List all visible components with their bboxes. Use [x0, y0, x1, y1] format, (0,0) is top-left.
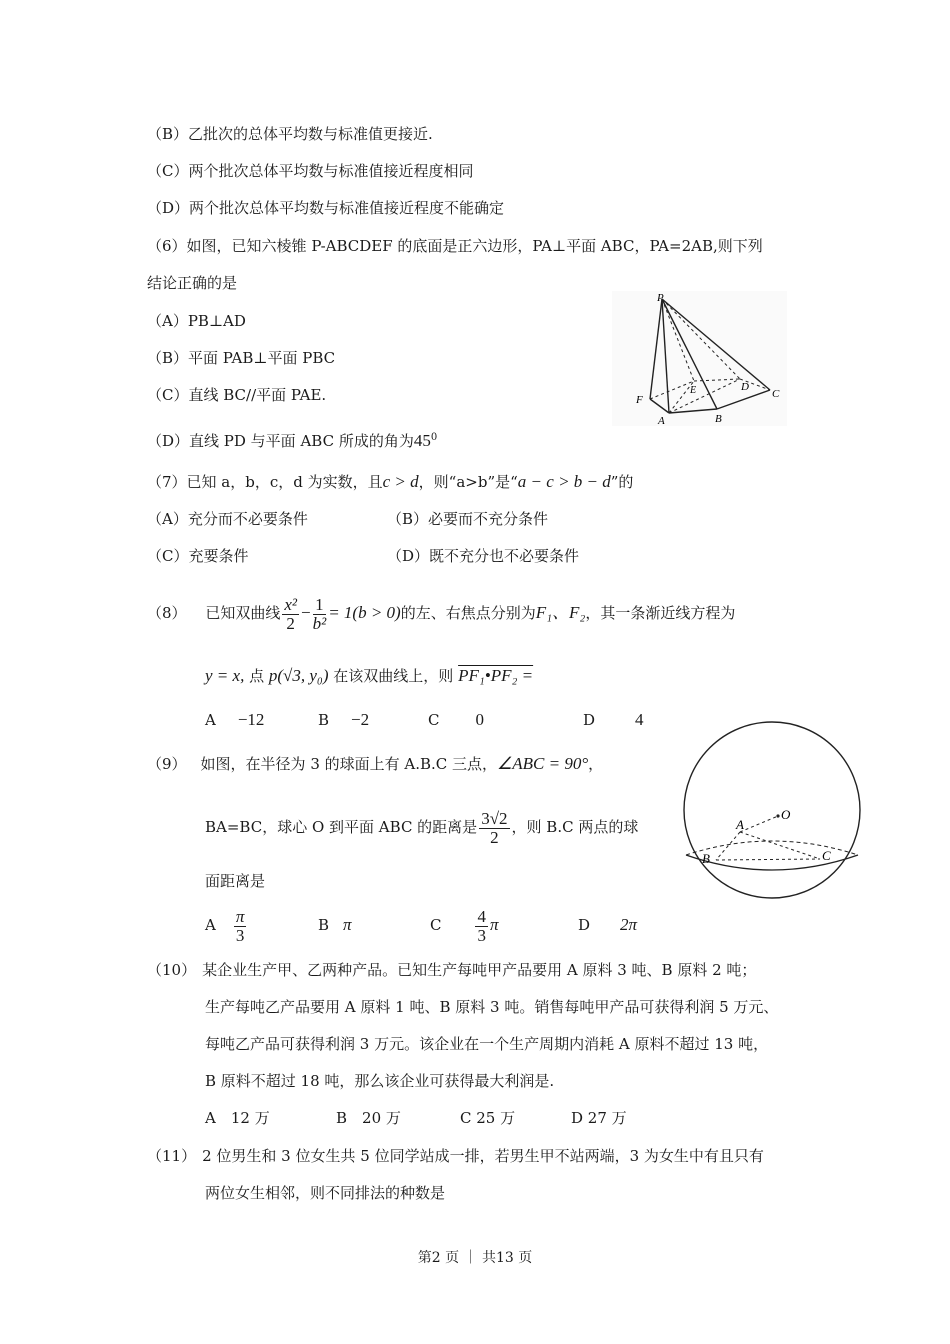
q10-stem-line4: B 原料不超过 18 吨，那么该企业可获得最大利润是. [205, 1072, 555, 1090]
q10-stem-line3: 每吨乙产品可获得利润 3 万元。该企业在一个生产周期内消耗 A 原料不超过 13 吨， [205, 1035, 769, 1053]
q6-option-d: （D）直线 PD 与平面 ABC 所成的角为$45^0$ [147, 431, 438, 450]
sphere-figure [680, 715, 865, 905]
sphere-label-b: B [702, 851, 710, 866]
q9-choice-d: D 2π [578, 915, 638, 934]
hexagonal-pyramid-figure [612, 291, 787, 426]
q6-option-b: （B）平面 PAB⊥平面 PBC [147, 349, 336, 367]
q6-option-a: （A）PB⊥AD [147, 312, 246, 330]
q10-stem-line2: 生产每吨乙产品要用 A 原料 1 吨、B 原料 3 吨。销售每吨甲产品可获得利润 5 万元、 [205, 998, 779, 1016]
q9-stem-line3: 面距离是 [205, 872, 266, 890]
fig-label-d: D [741, 381, 749, 393]
sphere-label-o: O [781, 807, 791, 822]
q6-option-c: （C）直线 BC//平面 PAE. [147, 386, 327, 404]
fig-label-f: F [636, 394, 643, 406]
q7-option-c: （C）充要条件 [147, 547, 249, 565]
q7-option-a: （A）充分而不必要条件 [147, 510, 308, 528]
fig-label-p: P [657, 292, 664, 304]
q8-stem: （8） 已知双曲线 $\frac{\text{x²}}{2}$ − $\frac{1}{\text{b²}}$ = 1(b > 0)的左、右焦点分别为F₁、F₂，其一条渐近线方程为 [147, 594, 736, 633]
q8-choice-d: D 4 [583, 710, 644, 729]
q8-line2: y = x, 点 p(√3, y₀) 在该双曲线上，则 PF₁•PF₂ = [205, 666, 534, 685]
q8-choice-c: C 0 [428, 710, 484, 729]
q10-choice-d: D 27 万 [571, 1109, 627, 1127]
q9-stem-line2: BA=BC，球心 O 到平面 ABC 的距离是 $\frac{3√2}{2}$ ，则 B.C 两点的球 [205, 808, 639, 847]
q6-stem-line2: 结论正确的是 [147, 274, 238, 292]
sphere-label-c: C [822, 848, 831, 863]
q5-option-d: （D）两个批次总体平均数与标准值接近程度不能确定 [147, 199, 505, 217]
fig-label-b: B [715, 413, 722, 425]
q6-stem-line1: （6）如图，已知六棱锥 P-ABCDEF 的底面是正六边形，PA⊥平面 ABC，PA=2AB,则下列 [147, 237, 763, 255]
q7-option-b: （B）必要而不充分条件 [387, 510, 549, 528]
q10-choice-b: B 20 万 [336, 1109, 401, 1127]
q8-fraction-x2-over-2: $\frac{\text{x²}}{2}$ [284, 594, 297, 633]
q5-option-c: （C）两个批次总体平均数与标准值接近程度相同 [147, 162, 474, 180]
q8-fraction-1-over-b2: $\frac{1}{\text{b²}}$ [312, 594, 327, 633]
q5-option-b: （B）乙批次的总体平均数与标准值更接近. [147, 125, 433, 143]
q8-choice-b: B −2 [318, 710, 370, 729]
q7-option-d: （D）既不充分也不必要条件 [387, 547, 580, 565]
q10-stem-line1: （10） 某企业生产甲、乙两种产品。已知生产每吨甲产品要用 A 原料 3 吨、B 原料 2 吨； [147, 961, 757, 979]
fig-label-c: C [772, 388, 780, 400]
q8-choice-a: A −12 [205, 710, 265, 729]
q11-stem-line1: （11） 2 位男生和 3 位女生共 5 位同学站成一排，若男生甲不站两端，3 为女生中有且只有 [147, 1147, 764, 1165]
page-footer: 第2 页 ｜ 共13 页 [417, 1250, 533, 1266]
q9-stem-line1: （9） 如图，在半径为 3 的球面上有 A.B.C 三点，∠ABC = 90°， [147, 754, 604, 773]
q9-choice-c: C $\frac{4}{3}$ π [430, 906, 499, 945]
q9-fraction-distance: $\frac{3√2}{2}$ [481, 808, 508, 847]
fig-label-a: A [658, 415, 665, 426]
q11-stem-line2: 两位女生相邻，则不同排法的种数是 [205, 1184, 446, 1202]
q9-choice-a: A $\frac{\pi}{3}$ [205, 906, 245, 945]
sphere-label-a: A [736, 817, 744, 832]
q10-choice-c: C 25 万 [460, 1109, 516, 1127]
q10-choice-a: A 12 万 [205, 1109, 270, 1127]
q9-choice-b: B π [318, 915, 352, 934]
fig-label-e: E [690, 385, 697, 396]
q7-stem: （7）已知 a，b，c，d 为实数，且c > d，则“a>b”是“a − c > b − d”的 [147, 472, 634, 491]
